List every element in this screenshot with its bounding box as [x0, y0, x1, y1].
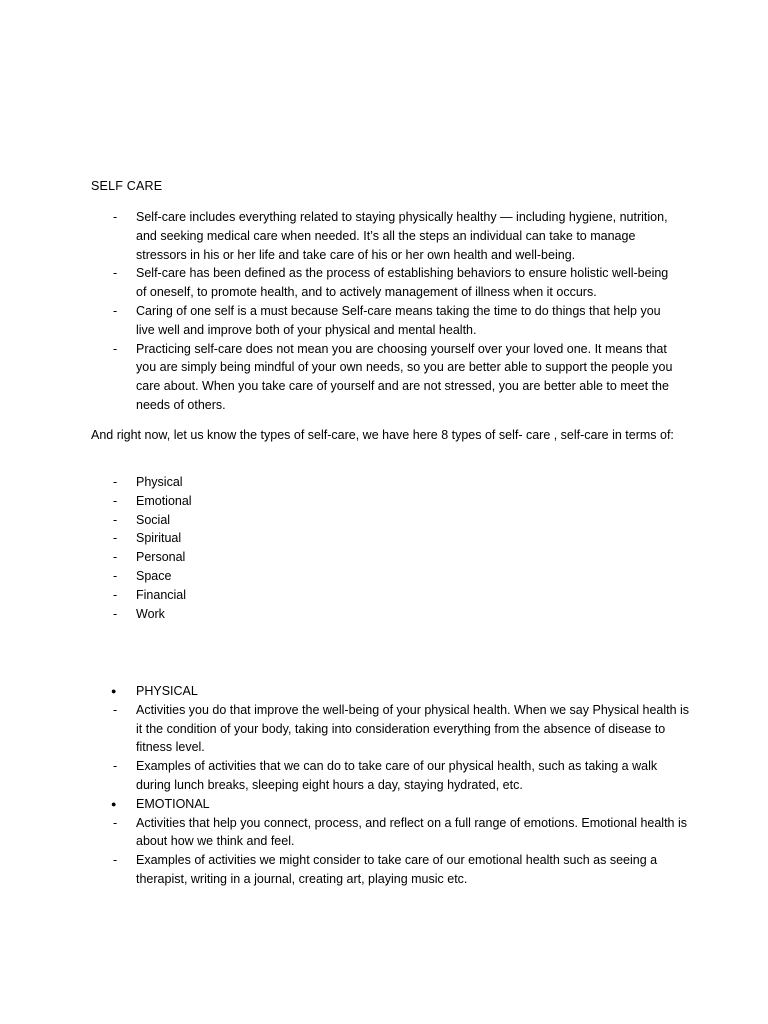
type-label: Financial: [136, 587, 187, 602]
dash-marker: -: [113, 853, 118, 868]
dash-marker: -: [113, 587, 118, 602]
list-item-text: Practicing self-care does not mean you are choosing yourself over your loved one. It means that you are simply being mindful of your own needs, so you are better able to support the people you care about. When you take care of yourself and are not stressed, you are better able to meet the needs of others.: [136, 341, 673, 412]
dash-marker: -: [113, 303, 118, 318]
bullet-marker: ●: [111, 798, 117, 809]
dash-marker: -: [113, 568, 118, 583]
dash-marker: -: [113, 341, 118, 356]
dash-marker: -: [113, 606, 118, 621]
section-heading-item: [91, 795, 691, 814]
list-item: [91, 701, 691, 757]
type-label: Personal: [136, 550, 186, 565]
list-item-text: Examples of activities we might consider to take care of our emotional health such as seeing a therapist, writing in a journal, creating art, playing music etc.: [136, 853, 658, 886]
dash-marker: -: [113, 266, 118, 281]
type-label: Space: [136, 568, 172, 583]
section-heading: PHYSICAL: [136, 684, 198, 698]
list-item: [91, 264, 681, 302]
section-heading-item: [91, 682, 691, 701]
list-item-text: Self-care has been defined as the process of establishing behaviors to ensure holistic well-being of oneself, to promote health, and to actively management of illness when it occurs.: [136, 266, 669, 300]
types-intro-paragraph: And right now, let us know the types of self-care, we have here 8 types of self- care , self-care in terms of:: [91, 428, 674, 442]
list-item: [91, 605, 391, 624]
type-label: Spiritual: [136, 531, 182, 546]
dash-marker: -: [113, 210, 118, 224]
list-item: [91, 851, 691, 889]
list-item: [91, 302, 681, 340]
list-item-text: Examples of activities that we can do to take care of our physical health, such as taking a walk during lunch breaks, sleeping eight hours a day, staying hydrated, etc.: [136, 759, 658, 792]
list-item-text: Activities you do that improve the well-being of your physical health. When we say Physical health is it the condition of your body, taking into consideration everything from the absence of disease to fitness level.: [136, 702, 690, 755]
list-item: [91, 492, 391, 511]
list-item-text: Caring of one self is a must because Self-care means taking the time to do things that help you live well and improve both of your physical and mental health.: [136, 303, 661, 337]
page-title: SELF CARE: [91, 179, 163, 193]
list-item: [91, 208, 681, 264]
type-label: Physical: [136, 475, 183, 489]
dash-marker: -: [113, 493, 118, 508]
dash-marker: -: [113, 512, 118, 527]
list-item-text: Activities that help you connect, process, and reflect on a full range of emotions. Emotional health is about how we think and feel.: [136, 815, 688, 849]
list-item-text: Self-care includes everything related to staying physically healthy — including hygiene, nutrition, and seeking medical care when needed. It’s all the steps an individual can take to manage stressors in his or her life and take care of his or her own health and well-being.: [136, 210, 668, 262]
section-heading: EMOTIONAL: [136, 796, 210, 811]
list-item: [91, 567, 391, 586]
list-item: [91, 529, 391, 548]
sections-list: [91, 682, 691, 889]
list-item: [91, 814, 691, 852]
dash-marker: -: [113, 531, 118, 546]
list-item: [91, 548, 391, 567]
dash-marker: -: [113, 759, 118, 774]
list-item: [91, 340, 681, 415]
intro-list: [91, 208, 691, 415]
list-item: [91, 586, 391, 605]
type-label: Work: [136, 606, 165, 621]
type-label: Social: [136, 512, 171, 527]
list-item: [91, 511, 391, 530]
types-list: [91, 473, 391, 623]
list-item: [91, 473, 391, 492]
dash-marker: -: [113, 550, 118, 565]
list-item: [91, 757, 691, 795]
type-label: Emotional: [136, 493, 192, 508]
dash-marker: -: [113, 702, 118, 717]
dash-marker: -: [113, 475, 118, 489]
bullet-marker: ●: [111, 686, 117, 696]
dash-marker: -: [113, 815, 118, 830]
